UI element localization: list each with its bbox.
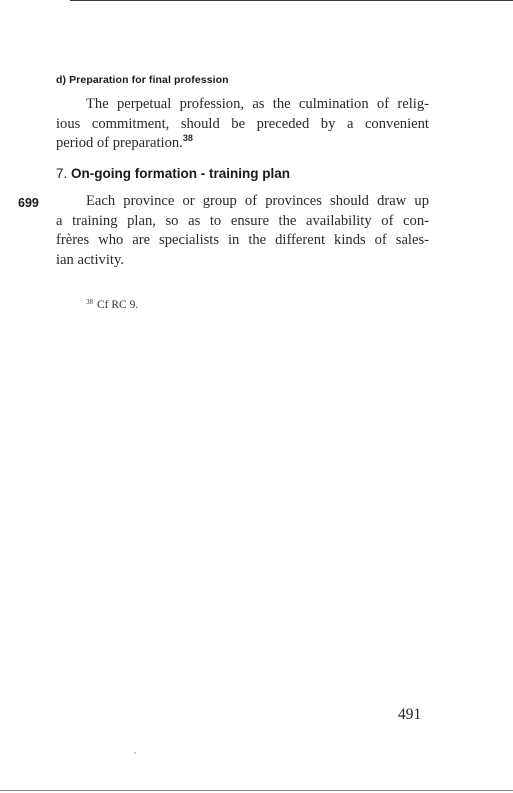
footnote-reference: 38 [182, 133, 193, 143]
text-line [56, 134, 429, 154]
section-number: 7. [56, 166, 68, 181]
scan-edge-top [70, 0, 513, 1]
paragraph-final-profession [56, 95, 429, 154]
scan-speck [134, 752, 136, 754]
footnote-mark: 38 [86, 298, 93, 306]
section-title: On-going formation - training plan [71, 166, 291, 181]
paragraph-training-plan [56, 192, 429, 270]
text-line: a training plan, so as to ensure the availability of con- [56, 212, 429, 229]
margin-paragraph-number: 699 [18, 196, 39, 210]
text-line-content: period of preparation. [56, 135, 183, 151]
footnote [86, 298, 138, 311]
scan-edge-bottom [0, 790, 513, 791]
text-line: The perpetual profession, as the culmination of relig- [86, 96, 429, 112]
text-line: ian activity. [56, 251, 124, 268]
footnote-text: Cf RC 9. [97, 299, 139, 311]
page-number: 491 [398, 706, 422, 723]
text-line: frères who are specialists in the different kinds of sales- [56, 232, 429, 248]
section-heading [56, 166, 290, 181]
text-line: ious commitment, should be preceded by a convenient [56, 115, 429, 132]
subsection-heading: d) Preparation for final profession [56, 74, 229, 86]
text-line: Each province or group of provinces should draw up [86, 193, 429, 209]
